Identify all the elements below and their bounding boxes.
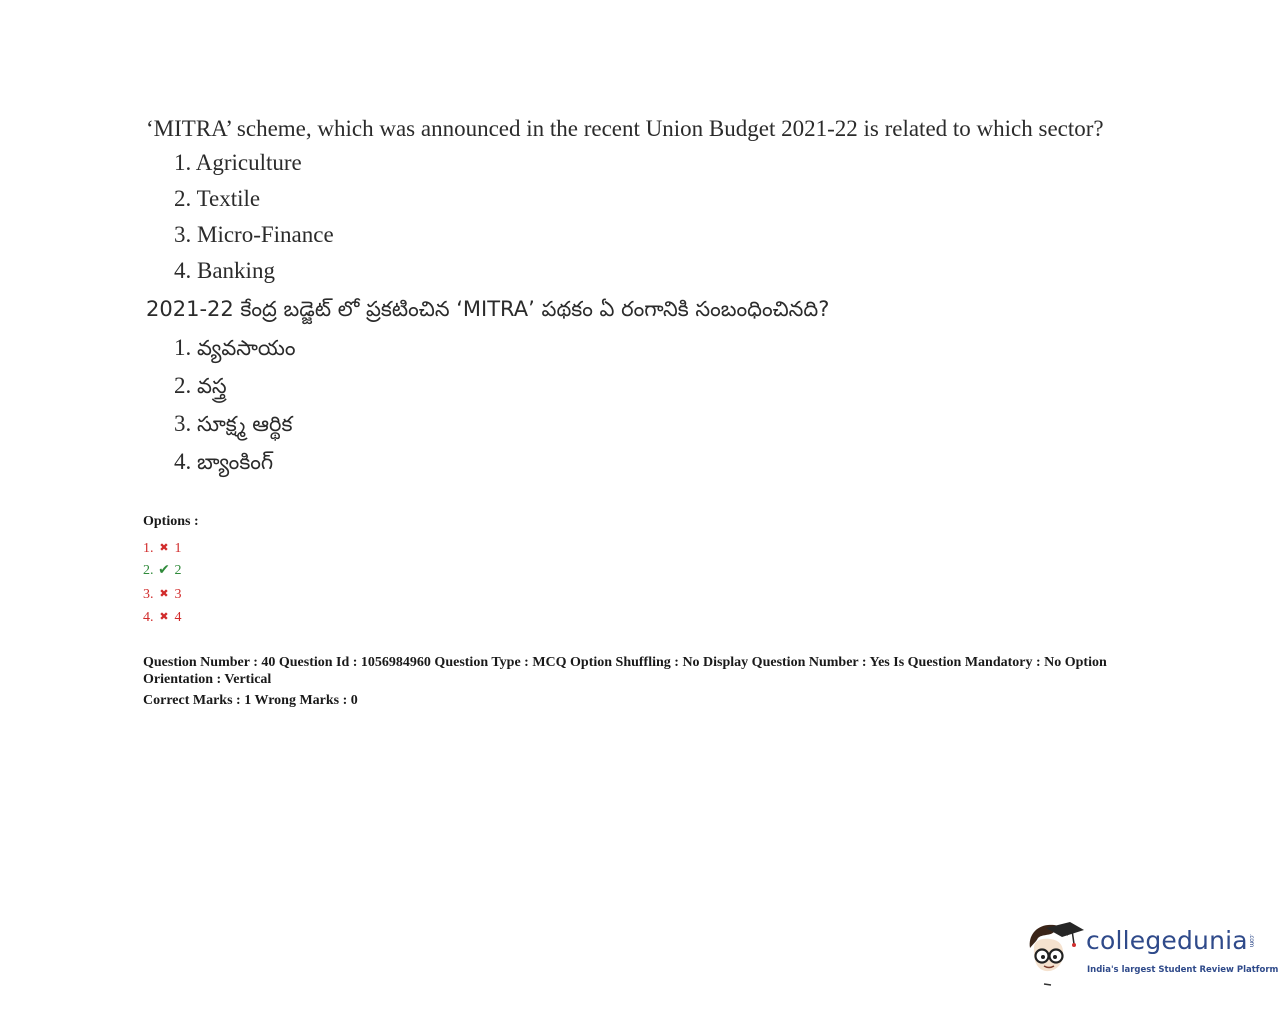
telugu-option-label: వ్యవసాయం <box>197 336 296 360</box>
logo-brand-suffix: .com <box>1247 934 1255 947</box>
options-title: Options : <box>143 514 199 529</box>
collegedunia-logo[interactable] <box>1024 918 1279 990</box>
question-marks: Correct Marks : 1 Wrong Marks : 0 <box>143 693 358 708</box>
question-meta-info: Question Number : 40 Question Id : 1056984960 Question Type : MCQ Option Shuffling : No Display Question Number : Yes Is Question Mandatory : No Option Orientation : Vertical <box>143 655 1107 687</box>
english-option-label: Textile <box>196 186 261 211</box>
cross-icon: ✖ <box>159 610 169 623</box>
question-text-english: ‘MITRA’ scheme, which was announced in the recent Union Budget 2021-22 is related to which sector? <box>146 116 1104 141</box>
telugu-option-label: సూక్ష్మ ఆర్థిక <box>197 412 293 436</box>
english-option-label: Banking <box>197 258 275 283</box>
english-options-list <box>146 145 1136 289</box>
english-option: 2. Textile <box>174 186 261 211</box>
english-option-label: Micro-Finance <box>197 222 334 247</box>
telugu-option-label: బ్యాంకింగ్ <box>197 450 274 474</box>
check-icon: ✔ <box>158 562 170 578</box>
logo-tagline: India's largest Student Review Platform <box>1087 965 1279 975</box>
telugu-option-label: వస్త్ర <box>197 374 227 398</box>
telugu-option: 4. బ్యాంకింగ్ <box>174 449 274 474</box>
question-text-telugu: 2021-22 కేంద్ర బడ్జెట్ లో ప్రకటించిన ‘MITRA’ పథకం ఏ రంగానికి సంబంధించినది? <box>146 297 830 321</box>
cross-icon: ✖ <box>159 541 169 554</box>
telugu-option: 2. వస్త్ర <box>174 373 227 398</box>
question-block <box>146 112 1136 481</box>
english-option: 1. Agriculture <box>174 150 302 175</box>
options-section <box>143 513 199 628</box>
question-meta <box>143 654 1173 709</box>
answer-row: 1. ✖ 1 <box>143 536 199 559</box>
mascot-icon <box>1024 918 1086 988</box>
telugu-options-list <box>146 329 1136 481</box>
answer-row: 4. ✖ 4 <box>143 605 199 628</box>
telugu-option: 1. వ్యవసాయం <box>174 335 296 360</box>
english-option: 3. Micro-Finance <box>174 222 334 247</box>
telugu-option: 3. సూక్ష్మ ఆర్థిక <box>174 411 293 436</box>
answer-row: 2. ✔ 2 <box>143 559 199 582</box>
english-option-label: Agriculture <box>195 150 302 175</box>
logo-brand-name: collegedunia.com <box>1086 926 1255 955</box>
cross-icon: ✖ <box>159 587 169 600</box>
answer-row: 3. ✖ 3 <box>143 582 199 605</box>
english-option: 4. Banking <box>174 258 275 283</box>
